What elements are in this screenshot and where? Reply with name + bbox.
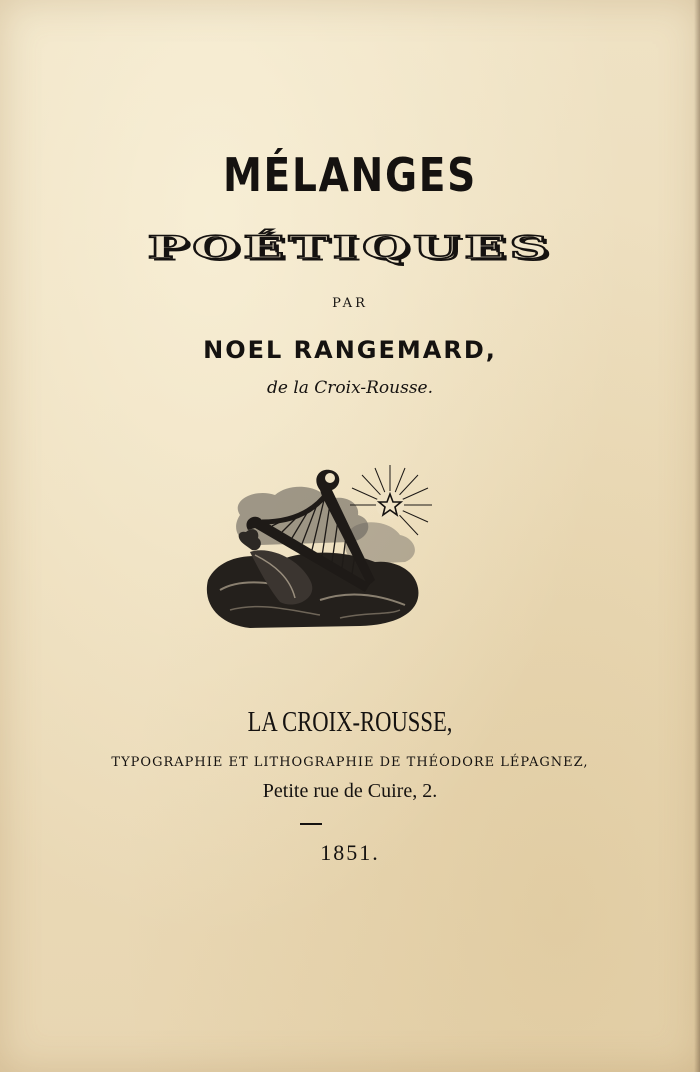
imprint-address: Petite rue de Cuire, 2. xyxy=(262,780,438,802)
author-origin: de la Croix-Rousse. xyxy=(266,378,434,398)
by-line: PAR xyxy=(332,296,368,311)
title-line-2: POÉTIQUES xyxy=(147,229,553,266)
imprint-city: LA CROIX-ROUSSE, xyxy=(247,706,453,738)
decorative-rule xyxy=(300,823,322,825)
title-line-1: MÉLANGES xyxy=(222,148,478,202)
author-name: NOEL RANGEMARD, xyxy=(203,336,497,364)
imprint-printer: TYPOGRAPHIE ET LITHOGRAPHIE DE THÉODORE LÉPAGNEZ, xyxy=(111,755,589,770)
imprint-year: 1851. xyxy=(320,840,380,865)
harp-with-star-icon xyxy=(200,460,440,635)
page-edge-shadow xyxy=(694,0,700,1072)
